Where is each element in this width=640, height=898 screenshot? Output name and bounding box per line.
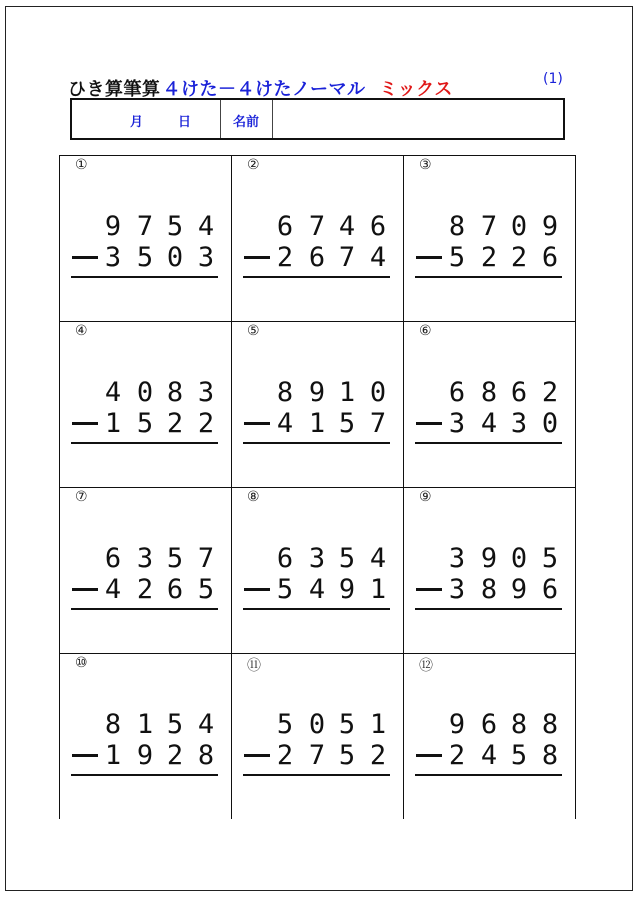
minuend-digit: 7 xyxy=(136,211,154,242)
minuend-digit: 5 xyxy=(166,543,184,574)
minuend-digit: 5 xyxy=(166,709,184,740)
subtrahend-digit: 7 xyxy=(369,408,387,439)
name-date-bar xyxy=(70,98,565,140)
subtrahend-row xyxy=(404,741,575,771)
subtrahend-digit: 6 xyxy=(541,574,559,605)
subtrahend-digit: 9 xyxy=(136,740,154,771)
problem-grid xyxy=(59,155,576,819)
minuend-digit: 6 xyxy=(480,709,498,740)
subtrahend-digit: 4 xyxy=(104,574,122,605)
minus-sign xyxy=(72,256,98,259)
answer-line xyxy=(415,276,562,278)
subtrahend-digit: 0 xyxy=(166,242,184,273)
minuend-digit: 0 xyxy=(308,709,326,740)
subtrahend-row xyxy=(404,575,575,605)
answer-line xyxy=(71,276,218,278)
minuend-digit: 9 xyxy=(541,211,559,242)
subtrahend-digit: 3 xyxy=(448,574,466,605)
minuend-digit: 0 xyxy=(136,377,154,408)
subtrahend-digit: 2 xyxy=(448,740,466,771)
subtrahend-digit: 1 xyxy=(104,408,122,439)
minuend-row xyxy=(232,710,403,740)
answer-line xyxy=(243,774,390,776)
problem-number: ① xyxy=(75,157,88,173)
answer-line xyxy=(415,608,562,610)
subtrahend-digit: 5 xyxy=(136,408,154,439)
minuend-row xyxy=(404,378,575,408)
minus-sign xyxy=(244,588,270,591)
minuend-digit: 5 xyxy=(276,709,294,740)
subtrahend-row xyxy=(232,741,403,771)
minuend-digit: 3 xyxy=(448,543,466,574)
subtrahend-row xyxy=(232,409,403,439)
subtrahend-digit: 6 xyxy=(541,242,559,273)
problem-number: ⑩ xyxy=(75,655,88,671)
subtrahend-digit: 3 xyxy=(448,408,466,439)
minuend-digit: 8 xyxy=(448,211,466,242)
minus-sign xyxy=(244,754,270,757)
problem-cell[interactable] xyxy=(60,322,232,488)
subtrahend-digit: 1 xyxy=(369,574,387,605)
subtrahend-digit: 3 xyxy=(104,242,122,273)
subtrahend-digit: 5 xyxy=(276,574,294,605)
subtrahend-digit: 2 xyxy=(276,740,294,771)
subtrahend-digit: 3 xyxy=(197,242,215,273)
problem-number: ④ xyxy=(75,323,88,339)
date-field[interactable] xyxy=(72,100,221,138)
minuend-digit: 0 xyxy=(510,211,528,242)
minuend-digit: 5 xyxy=(338,709,356,740)
subtrahend-digit: 6 xyxy=(308,242,326,273)
answer-line xyxy=(71,774,218,776)
minuend-digit: 1 xyxy=(136,709,154,740)
subtrahend-digit: 2 xyxy=(510,242,528,273)
problem-cell[interactable] xyxy=(404,322,576,488)
problem-number: ⑤ xyxy=(247,323,260,339)
title-mode: ミックス xyxy=(379,79,453,100)
problem-cell[interactable] xyxy=(232,322,404,488)
subtrahend-digit: 6 xyxy=(166,574,184,605)
minuend-digit: 3 xyxy=(308,543,326,574)
minuend-row xyxy=(232,544,403,574)
problem-number: ⑦ xyxy=(75,489,88,505)
answer-line xyxy=(71,608,218,610)
minus-sign xyxy=(244,256,270,259)
subtrahend-digit: 9 xyxy=(510,574,528,605)
subtrahend-row xyxy=(60,243,231,273)
problem-cell[interactable] xyxy=(232,654,404,819)
problem-number: ⑫ xyxy=(419,658,433,674)
answer-line xyxy=(415,774,562,776)
minuend-digit: 4 xyxy=(369,543,387,574)
subtrahend-digit: 4 xyxy=(480,740,498,771)
subtrahend-digit: 4 xyxy=(369,242,387,273)
minuend-digit: 5 xyxy=(338,543,356,574)
minuend-digit: 4 xyxy=(197,709,215,740)
subtrahend-digit: 4 xyxy=(308,574,326,605)
subtrahend-row xyxy=(60,575,231,605)
minuend-digit: 6 xyxy=(369,211,387,242)
minuend-digit: 8 xyxy=(480,377,498,408)
answer-line xyxy=(71,442,218,444)
subtrahend-digit: 8 xyxy=(480,574,498,605)
minuend-digit: 3 xyxy=(197,377,215,408)
minuend-digit: 9 xyxy=(104,211,122,242)
minuend-digit: 7 xyxy=(197,543,215,574)
subtrahend-digit: 4 xyxy=(276,408,294,439)
minuend-digit: 7 xyxy=(308,211,326,242)
problem-cell[interactable] xyxy=(232,156,404,322)
subtrahend-row xyxy=(232,575,403,605)
minuend-digit: 6 xyxy=(448,377,466,408)
minus-sign xyxy=(416,754,442,757)
title-main: ひき算筆算 xyxy=(68,79,161,100)
minuend-digit: 9 xyxy=(308,377,326,408)
problem-cell[interactable] xyxy=(404,156,576,322)
minuend-row xyxy=(60,544,231,574)
title-type: ４けた－４けたノーマル xyxy=(162,79,366,100)
subtrahend-digit: 7 xyxy=(308,740,326,771)
minuend-row xyxy=(404,710,575,740)
month-label: 月 xyxy=(130,115,144,130)
minuend-row xyxy=(60,212,231,242)
minuend-digit: 4 xyxy=(338,211,356,242)
minuend-digit: 5 xyxy=(166,211,184,242)
minuend-digit: 8 xyxy=(166,377,184,408)
minuend-digit: 4 xyxy=(197,211,215,242)
minuend-digit: 0 xyxy=(369,377,387,408)
minus-sign xyxy=(72,588,98,591)
subtrahend-digit: 1 xyxy=(308,408,326,439)
problem-cell[interactable] xyxy=(404,654,576,819)
subtrahend-digit: 2 xyxy=(136,574,154,605)
minus-sign xyxy=(416,256,442,259)
subtrahend-digit: 1 xyxy=(104,740,122,771)
minus-sign xyxy=(244,422,270,425)
subtrahend-digit: 5 xyxy=(197,574,215,605)
answer-line xyxy=(243,608,390,610)
minuend-row xyxy=(404,544,575,574)
minuend-digit: 4 xyxy=(104,377,122,408)
minuend-digit: 7 xyxy=(480,211,498,242)
minuend-row xyxy=(404,212,575,242)
subtrahend-digit: 2 xyxy=(197,408,215,439)
minuend-digit: 6 xyxy=(104,543,122,574)
problem-cell[interactable] xyxy=(60,488,232,654)
name-field[interactable] xyxy=(273,100,563,138)
subtrahend-row xyxy=(60,409,231,439)
problem-number: ③ xyxy=(419,157,432,173)
minus-sign xyxy=(416,422,442,425)
subtrahend-digit: 5 xyxy=(338,740,356,771)
subtrahend-digit: 8 xyxy=(197,740,215,771)
subtrahend-row xyxy=(60,741,231,771)
problem-number: ② xyxy=(247,157,260,173)
problem-cell[interactable] xyxy=(60,156,232,322)
subtrahend-row xyxy=(404,243,575,273)
minuend-digit: 8 xyxy=(104,709,122,740)
minuend-digit: 9 xyxy=(448,709,466,740)
subtrahend-digit: 9 xyxy=(338,574,356,605)
sheet-number: (1) xyxy=(543,71,563,87)
answer-line xyxy=(415,442,562,444)
subtrahend-digit: 4 xyxy=(480,408,498,439)
minuend-row xyxy=(60,710,231,740)
subtrahend-digit: 0 xyxy=(541,408,559,439)
minuend-digit: 1 xyxy=(338,377,356,408)
subtrahend-digit: 2 xyxy=(166,740,184,771)
minus-sign xyxy=(72,754,98,757)
day-label: 日 xyxy=(178,115,192,130)
minuend-row xyxy=(232,212,403,242)
minuend-digit: 5 xyxy=(541,543,559,574)
minuend-digit: 3 xyxy=(136,543,154,574)
minuend-digit: 6 xyxy=(276,543,294,574)
subtrahend-row xyxy=(232,243,403,273)
minuend-digit: 2 xyxy=(541,377,559,408)
subtrahend-digit: 2 xyxy=(276,242,294,273)
minuend-digit: 8 xyxy=(541,709,559,740)
subtrahend-digit: 8 xyxy=(541,740,559,771)
problem-number: ⑨ xyxy=(419,489,432,505)
problem-cell[interactable] xyxy=(60,654,232,819)
minus-sign xyxy=(72,422,98,425)
problem-cell[interactable] xyxy=(232,488,404,654)
subtrahend-digit: 5 xyxy=(510,740,528,771)
problem-number: ⑪ xyxy=(247,658,261,674)
minuend-digit: 0 xyxy=(510,543,528,574)
answer-line xyxy=(243,442,390,444)
problem-number: ⑧ xyxy=(247,489,260,505)
minus-sign xyxy=(416,588,442,591)
minuend-row xyxy=(232,378,403,408)
answer-line xyxy=(243,276,390,278)
minuend-digit: 1 xyxy=(369,709,387,740)
minuend-digit: 6 xyxy=(276,211,294,242)
subtrahend-digit: 5 xyxy=(338,408,356,439)
subtrahend-digit: 2 xyxy=(480,242,498,273)
subtrahend-digit: 7 xyxy=(338,242,356,273)
minuend-digit: 6 xyxy=(510,377,528,408)
name-label: 名前 xyxy=(221,100,273,138)
subtrahend-digit: 3 xyxy=(510,408,528,439)
subtrahend-row xyxy=(404,409,575,439)
subtrahend-digit: 2 xyxy=(166,408,184,439)
minuend-digit: 8 xyxy=(510,709,528,740)
subtrahend-digit: 2 xyxy=(369,740,387,771)
minuend-digit: 8 xyxy=(276,377,294,408)
minuend-digit: 9 xyxy=(480,543,498,574)
problem-number: ⑥ xyxy=(419,323,432,339)
subtrahend-digit: 5 xyxy=(448,242,466,273)
problem-cell[interactable] xyxy=(404,488,576,654)
minuend-row xyxy=(60,378,231,408)
subtrahend-digit: 5 xyxy=(136,242,154,273)
